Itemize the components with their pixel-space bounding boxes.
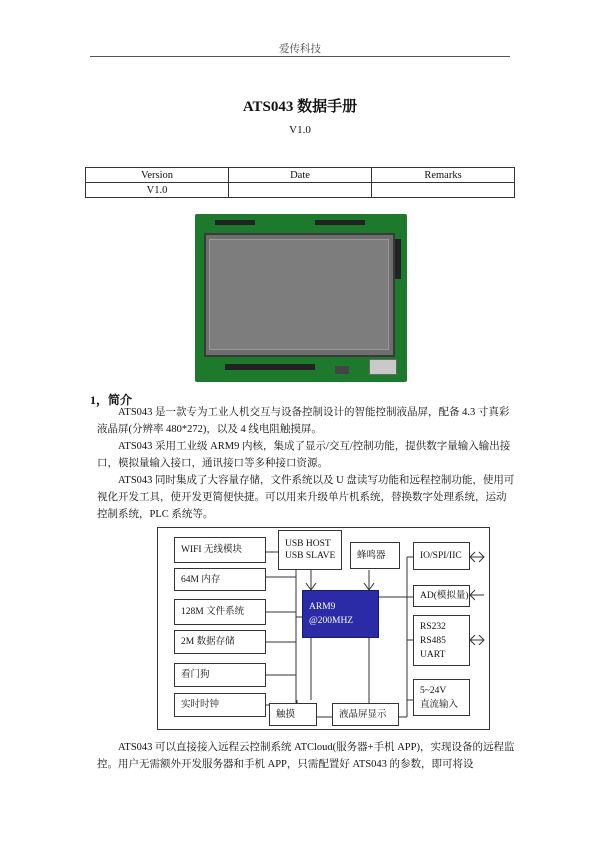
column-header-version: Version [86, 168, 229, 183]
intro-paragraphs [97, 404, 515, 523]
cell-version: V1.0 [86, 183, 229, 198]
header-pins [225, 364, 315, 370]
block-diagram [157, 527, 490, 730]
rs485-label: RS485 [420, 635, 446, 646]
ram-box: 64M 内存 [174, 568, 266, 591]
touch-box: 触摸 [269, 703, 317, 726]
cpu-clock-label: @200MHZ [309, 616, 354, 626]
column-header-date: Date [229, 168, 372, 183]
lcd-display-box: 液晶屏显示 [332, 703, 399, 726]
usb-box [278, 530, 342, 570]
closing-paragraph-block [97, 739, 515, 773]
page-header: 爱传科技 [279, 44, 321, 55]
uart-label: UART [420, 649, 446, 660]
serial-box [413, 615, 470, 666]
product-photo [195, 214, 407, 382]
header-pins [395, 239, 401, 279]
ad-box: AD(模拟量) [413, 585, 470, 607]
section-heading: 1，简介 [90, 393, 133, 407]
document-version: V1.0 [289, 124, 311, 136]
column-header-remarks: Remarks [372, 168, 515, 183]
cell-date [229, 183, 372, 198]
dc-input-label: 直流输入 [420, 699, 459, 710]
paragraph: ATS043 同时集成了大容量存储，文件系统以及 U 盘读写功能和远程控制功能，使用可视化开发工具，使开发更简便快捷。可以用来升级单片机系统，替换数字处理系统，运动控制系统，PLC 系统等。 [97, 475, 515, 520]
data-storage-box: 2M 数据存储 [174, 630, 266, 654]
version-table-header-row [86, 168, 515, 183]
rs232-label: RS232 [420, 621, 446, 632]
paragraph: ATS043 是一款专为工业人机交互与设备控制设计的智能控制液晶屏，配备 4.3 寸真彩液晶屏(分辨率 480*272)，以及 4 线电阻触摸屏。 [97, 407, 510, 435]
lcd-screen [209, 239, 389, 350]
buzzer-box: 蜂鸣器 [350, 542, 400, 569]
connector [369, 359, 397, 375]
voltage-label: 5~24V [420, 685, 447, 696]
document-title: ATS043 数据手册 [242, 99, 358, 115]
table-row [86, 183, 515, 198]
header-pins [215, 220, 255, 225]
cell-remarks [372, 183, 515, 198]
cpu-core-label: ARM9 [309, 602, 336, 612]
filesystem-box: 128M 文件系统 [174, 599, 266, 625]
power-box [413, 679, 470, 716]
component [335, 366, 349, 374]
paragraph: ATS043 采用工业级 ARM9 内核，集成了显示/交互/控制功能，提供数字量输入输出接口，模拟量输入接口，通讯接口等多种接口资源。 [97, 441, 511, 469]
header-pins [315, 220, 365, 225]
usb-slave-label: USB SLAVE [285, 551, 336, 561]
version-table [85, 167, 515, 198]
usb-host-label: USB HOST [285, 539, 331, 549]
paragraph: ATS043 可以直接接入远程云控制系统 ATCloud(服务器+手机 APP)，实现设备的远程监控。用户无需额外开发服务器和手机 APP，只需配置好 ATS043 的参数，即可将设 [97, 742, 515, 770]
cpu-box [302, 590, 379, 638]
watchdog-box: 看门狗 [174, 663, 266, 687]
wifi-module-box: WIFI 无线模块 [174, 537, 266, 563]
rtc-box: 实时时钟 [174, 693, 266, 717]
header-divider [90, 56, 510, 57]
io-box: IO/SPI/IIC [413, 542, 470, 570]
